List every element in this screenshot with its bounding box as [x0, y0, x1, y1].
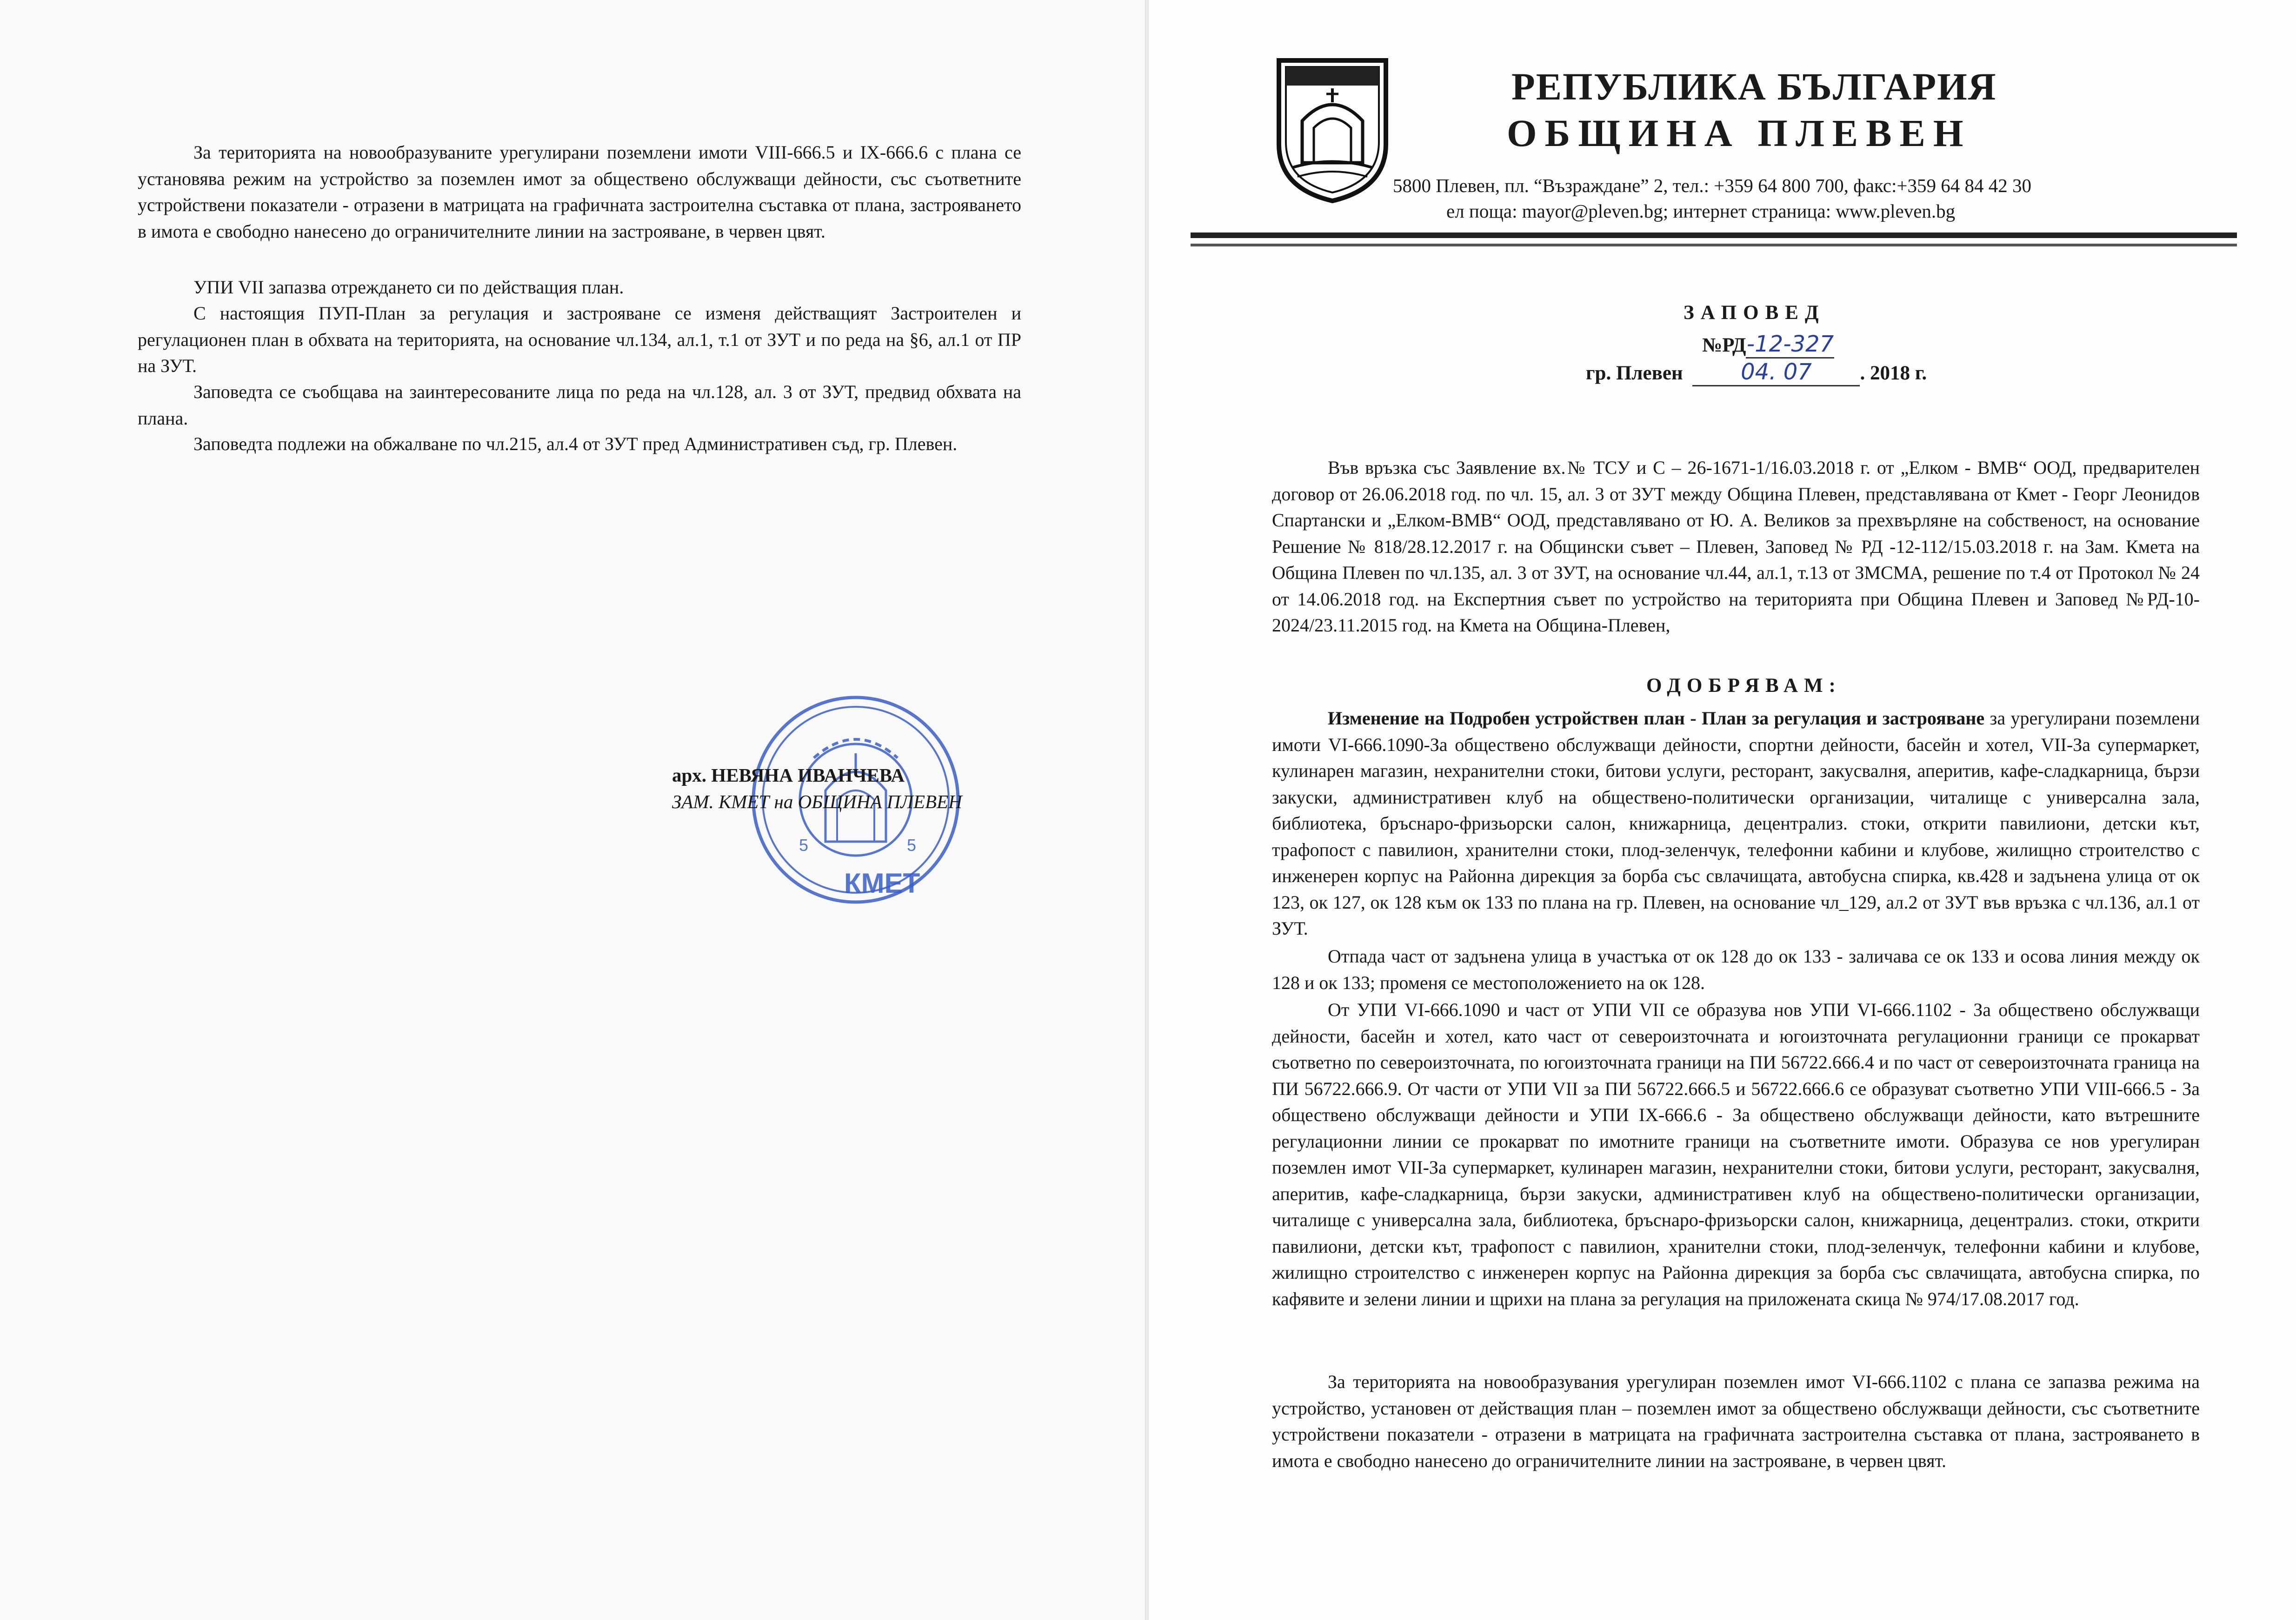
- left-paragraph-4: Заповедта се съобщава на заинтересованите лица по реда на чл.128, ал. 3 от ЗУТ, предвид обхвата на плана.: [138, 381, 1021, 429]
- letterhead-country: РЕПУБЛИКА БЪЛГАРИЯ: [1511, 65, 1997, 108]
- signatory-title: ЗАМ. КМЕТ на ОБЩИНА ПЛЕВЕН: [672, 791, 962, 812]
- order-body-paragraph-1: [1272, 705, 2200, 942]
- order-body-paragraph-4: За територията на новообразувания урегулиран поземлен имот VI-666.1102 с плана се запазва режима на устройство, установен от действащия план – поземлен имот за обществено обслужващи дейности, със съответните устройствени показатели - отразени в матрицата на графичната застроителна съставка от плана, застрояването в имота е свободно нанесено до ограничителните линии на застрояване, в червен цвят.: [1272, 1371, 2200, 1471]
- letterhead-rule-thin: [1191, 244, 2237, 246]
- signatory-name: арх. НЕВЯНА ИВАНЧЕВА: [672, 764, 905, 786]
- letterhead-rule: [1191, 232, 2237, 238]
- pleven-coat-of-arms-icon: [1274, 56, 1391, 205]
- order-place-date: [1586, 359, 1927, 386]
- order-number-prefix: №РД: [1702, 334, 1746, 356]
- order-place: гр. Плевен: [1586, 362, 1683, 384]
- order-intro: Във връзка със Заявление вх.№ ТСУ и С – 26-1671-1/16.03.2018 г. от „Елком - ВМВ“ ООД, предварителен договор от 26.06.2018 год. по чл. 15, ал. 3 от ЗУТ между Община Плевен, представлявана от Кмет - Георг Леонидов Спартански и „Елком-ВМВ“ ООД, представлявано от Ю. А. Великов за прехвърляне на собственост, на основание Решение № 818/28.12.2017 г. на Общински съвет – Плевен, Заповед № РД -12-112/15.03.2018 г. на Зам. Кмета на Община Плевен по чл.135, ал. 3 от ЗУТ, на основание чл.44, ал.1, т.13 от ЗМСМА, решение по т.4 от Протокол № 24 от 14.06.2018 год. на Експертния съвет по устройство на територията при Община Плевен и Заповед №РД-10-2024/23.11.2015 год. на Кмета на Община-Плевен,: [1272, 457, 2200, 636]
- letterhead-contacts: ел поща: mayor@pleven.bg; интернет страница: www.pleven.bg: [1446, 200, 1956, 222]
- left-page: [0, 0, 1145, 1620]
- letterhead-municipality: ОБЩИНА ПЛЕВЕН: [1507, 112, 1971, 154]
- order-date-handwritten: 04. 07: [1692, 359, 1860, 386]
- order-body-paragraph-3: От УПИ VI-666.1090 и част от УПИ VII се образува нов УПИ VI-666.1102 - За обществено обслужващи дейности, басейн и хотел, като част от североизточната и югоизточната регулационни граници се прокарват съответно по североизточната, по югоизточната граници на ПИ 56722.666.4 и по част от североизточната граница на ПИ 56722.666.9. От части от УПИ VII за ПИ 56722.666.5 и 56722.666.6 се образуват съответно УПИ VIII-666.5 - За обществено обслужващи дейности и УПИ IX-666.6 - За обществено обслужващи дейности, като вътрешните регулационни линии се прокарват по имотните граници на съответните имоти. Образува се нов урегулиран поземлен имот VII-За супермаркет, кулинарен магазин, нехранителни стоки, битови услуги, ресторант, закусвалня, аперитив, кафе-сладкарница, бързи закуски, административен клуб на обществено-политически организации, читалище с универсална зала, библиотека, бръснаро-фризьорски салон, книжарница, децентрализ. стоки, открити павилиони, детски кът, трафопост с павилион, хранителни стоки, плод-зеленчук, телефонни кабини и клубове, жилищно строителство с инженерен корпус на Районна дирекция за борба със свлачищата, автобусна спирка, по кафявите и зелени линии и щрихи на плана за регулация на приложената скица № 974/17.08.2017 год.: [1272, 999, 2200, 1309]
- order-number-handwritten: -12-327: [1746, 331, 1834, 359]
- order-body-paragraph-1-rest: за урегулирани поземлени имоти VI-666.1090-За обществено обслужващи дейности, спортни дейности, басейн и хотел, VII-За супермаркет, кулинарен магазин, нехранителни стоки, битови услуги, ресторант, закусвалня, аперитив, кафе-сладкарница, бързи закуски, административен клуб на обществено-политически организации, читалище с универсална зала, библиотека, бръснаро-фризьорски салон, книжарница, децентрализ. стоки, открити павилиони, детски кът, трафопост с павилион, хранителни стоки, плод-зеленчук, телефонни кабини и клубове, жилищно строителство с инженерен корпус на Районна дирекция за борба със свлачищата, автобусна спирка, кв.428 и задънена улица от ок 123, ок 127, ок 128 към ок 133 по плана на гр. Плевен, на основание чл_129, ал.2 от ЗУТ във връзка с чл.136, ал.1 от ЗУТ.: [1272, 708, 2200, 939]
- order-title: ЗАПОВЕД: [1684, 302, 1825, 324]
- left-paragraph-1: За територията на новообразуваните урегулирани поземлени имоти VIII-666.5 и IX-666.6 с плана се установява режим на устройство за поземлен имот за обществено обслужващи дейности, със съответните устройствени показатели - отразени в матрицата на графичната застроителна съставка от плана, застрояването в имота е свободно нанесено до ограничителните линии на застрояване, в червен цвят.: [138, 142, 1021, 242]
- stamp-bottom-text: КМЕТ: [844, 868, 920, 899]
- stamp-number-right: 5: [907, 836, 917, 855]
- order-year: . 2018 г.: [1860, 362, 1927, 384]
- left-paragraph-2: УПИ VII запазва отреждането си по действащия план.: [193, 277, 624, 298]
- order-body-paragraph-2: Отпада част от задънена улица в участъка от ок 128 до ок 133 - заличава се ок 133 и осова линия между ок 128 и ок 133; променя се местоположението на ок 128.: [1272, 946, 2200, 993]
- letterhead-address: 5800 Плевен, пл. “Възраждане” 2, тел.: +359 64 800 700, факс:+359 64 84 42 30: [1393, 175, 2031, 196]
- stamp-number-left: 5: [799, 836, 809, 855]
- page-divider: [1145, 0, 1149, 1620]
- approve-heading: ОДОБРЯВАМ:: [1646, 675, 1842, 697]
- order-number: [1702, 331, 1834, 359]
- order-body-bold-lead: Изменение на Подробен устройствен план - План за регулация и застрояване: [1328, 708, 1985, 729]
- left-paragraph-3: С настоящия ПУП-План за регулация и застрояване се изменя действащият Застроителен и регулационен план в обхвата на територията, на основание чл.134, ал.1, т.1 от ЗУТ и по реда на §6, ал.1 от ПР на ЗУТ.: [138, 303, 1021, 376]
- left-paragraph-5: Заповедта подлежи на обжалване по чл.215, ал.4 от ЗУТ пред Административен съд, гр. Плевен.: [193, 433, 958, 454]
